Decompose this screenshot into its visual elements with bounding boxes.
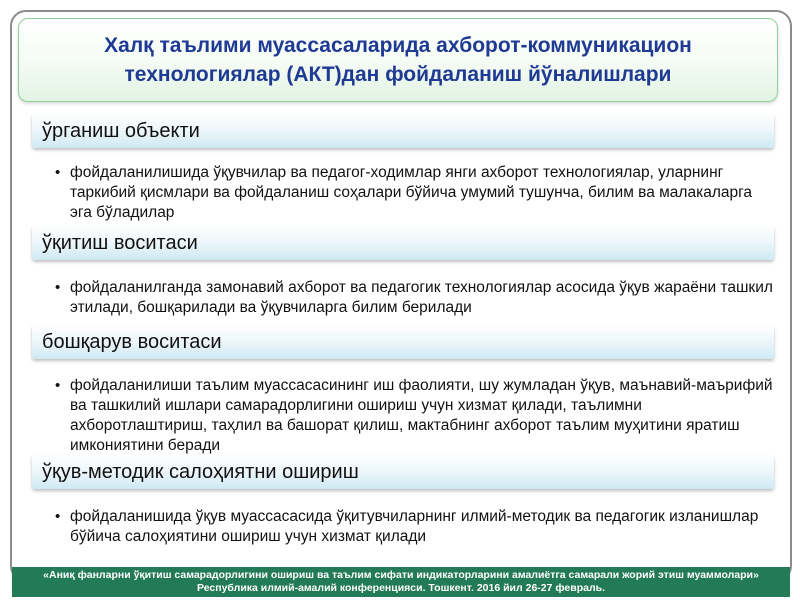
bullet-item: • фойдаланилишида ўқувчилар ва педагог-ходимлар янги ахборот технологиялар, уларнинг таркибий қисмлари ва фойдаланиш соҳалари бўйича умумий тушунча, билим ва малакаларга эга бўладилар [52, 163, 776, 223]
section-header-label: ўқув-методик салоҳиятни ошириш [42, 460, 359, 483]
section-header-teaching-tool [32, 226, 774, 260]
section-header-study-object [32, 114, 774, 148]
section-header-label: ўрганиш объекти [42, 119, 200, 142]
section-header-label: бошқарув воситаси [42, 330, 222, 353]
section-body-teaching-tool [52, 278, 776, 318]
slide-title-line-1: Халқ таълими муассасаларида ахборот-коммуникацион [104, 34, 692, 57]
conference-footer [12, 567, 790, 597]
section-body-study-object [52, 163, 776, 223]
bullet-item: • фойдаланилиши таълим муассасасининг иш фаолияти, шу жумладан ўқув, маънавий-маърифий ва ташкилий ишлари самарадорлигини ошириш учун хизмат қилади, таълимни ахборотлаштириш, таҳлил ва башорат қилиш, мактабнинг ахборот таълим муҳитини яратиш имкониятини беради [52, 376, 776, 456]
section-header-methodical-potential [32, 455, 774, 489]
section-header-label: ўқитиш воситаси [42, 231, 198, 254]
footer-line-1: «Аниқ фанларни ўқитиш самарадорлигини ошириш ва таълим сифати индикаторларини амалиётга самарали жорий этиш муаммолари» [43, 569, 759, 581]
footer-line-2: Республика илмий-амалий конференцияси. Тошкент. 2016 йил 26-27 февраль. [196, 582, 606, 594]
bullet-item: • фойдаланишида ўқув муассасасида ўқитувчиларнинг илмий-методик ва педагогик изланишлар бўйича салоҳиятини ошириш учун хизмат қилади [52, 507, 776, 547]
section-body-management-tool [52, 376, 776, 456]
slide-title-line-2: технологиялар (АКТ)дан фойдаланиш йўналишлари [124, 63, 672, 86]
section-header-management-tool [32, 325, 774, 359]
bullet-item: • фойдаланилганда замонавий ахборот ва педагогик технологиялар асосида ўқув жараёни ташкил этилади, бошқарилади ва ўқувчиларга билим берилади [52, 278, 776, 318]
section-body-methodical-potential [52, 507, 776, 547]
slide-title-box [18, 18, 778, 102]
